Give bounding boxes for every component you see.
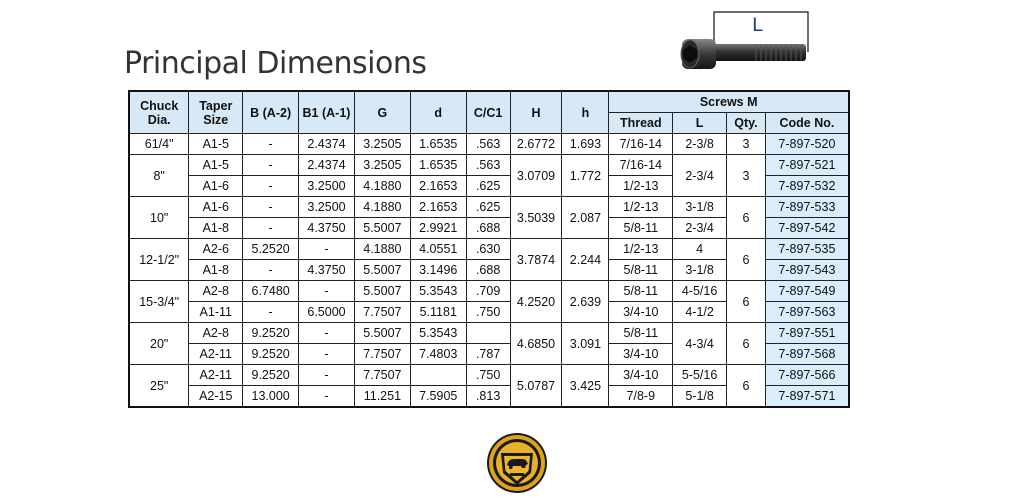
cell-g: 5.5007 [354,323,410,344]
cell-d: 3.1496 [410,260,466,281]
cell-l: 3-1/8 [673,197,727,218]
cell-code: 7-897-549 [765,281,849,302]
cell-g: 3.2505 [354,134,410,155]
cell-d: 5.3543 [410,281,466,302]
table-row [129,134,849,155]
header-code: Code No. [765,113,849,134]
table-row [129,323,849,344]
cell-b: - [243,197,299,218]
cell-h: 2.244 [562,239,609,281]
cell-code: 7-897-543 [765,260,849,281]
cell-taper: A1-8 [189,260,243,281]
header-qty: Qty. [726,113,765,134]
cell-thread: 1/2-13 [609,176,673,197]
cell-taper: A2-11 [189,365,243,386]
buffalo-logo-icon [486,431,548,495]
cell-g: 4.1880 [354,239,410,260]
cell-taper: A2-8 [189,323,243,344]
cell-taper: A1-8 [189,218,243,239]
cell-b1: 3.2500 [299,197,355,218]
header-taper-size: Taper Size [189,91,243,134]
cell-d [410,365,466,386]
cell-h: 3.091 [562,323,609,365]
cell-chuck: 8" [129,155,189,197]
dimensions-table [128,90,850,408]
cell-code: 7-897-551 [765,323,849,344]
cell-l: 4 [673,239,727,260]
header-h-upper: H [510,91,562,134]
table-row [129,281,849,302]
cell-thread: 3/4-10 [609,344,673,365]
cell-b1: 4.3750 [299,218,355,239]
cell-chuck: 61/4" [129,134,189,155]
cell-l: 4-5/16 [673,281,727,302]
cell-b: - [243,155,299,176]
cell-d: 2.9921 [410,218,466,239]
cell-b1: 2.4374 [299,155,355,176]
length-dimension-label: L [752,14,763,36]
cell-d: 5.3543 [410,323,466,344]
cell-H: 5.0787 [510,365,562,408]
cell-l: 2-3/8 [673,134,727,155]
cell-b: - [243,302,299,323]
header-b: B (A-2) [243,91,299,134]
cell-taper: A2-8 [189,281,243,302]
cell-d: 4.0551 [410,239,466,260]
cell-d: 1.6535 [410,155,466,176]
header-b1: B1 (A-1) [299,91,355,134]
cell-g: 7.7507 [354,302,410,323]
cell-code: 7-897-568 [765,344,849,365]
cell-taper: A1-6 [189,197,243,218]
header-h-lower: h [562,91,609,134]
cell-b: 13.000 [243,386,299,408]
cell-thread: 5/8-11 [609,260,673,281]
cell-g: 3.2505 [354,155,410,176]
cell-H: 2.6772 [510,134,562,155]
cell-b: - [243,218,299,239]
cell-code: 7-897-542 [765,218,849,239]
table-row [129,155,849,176]
cell-qty: 3 [726,134,765,155]
cell-c: .625 [466,197,510,218]
cell-l: 5-1/8 [673,386,727,408]
cell-code: 7-897-532 [765,176,849,197]
cell-qty: 6 [726,197,765,239]
cell-c: .688 [466,260,510,281]
cell-d: 2.1653 [410,176,466,197]
cell-code: 7-897-521 [765,155,849,176]
socket-head-screw-icon [676,10,816,80]
cell-thread: 5/8-11 [609,323,673,344]
cell-H: 3.7874 [510,239,562,281]
cell-taper: A1-5 [189,134,243,155]
cell-g: 11.251 [354,386,410,408]
cell-l: 2-3/4 [673,218,727,239]
cell-h: 1.693 [562,134,609,155]
cell-qty: 6 [726,323,765,365]
cell-thread: 3/4-10 [609,302,673,323]
cell-d: 2.1653 [410,197,466,218]
header-thread: Thread [609,113,673,134]
cell-c: .563 [466,155,510,176]
cell-b: - [243,260,299,281]
cell-thread: 1/2-13 [609,197,673,218]
cell-qty: 6 [726,239,765,281]
cell-h: 1.772 [562,155,609,197]
cell-b1: - [299,365,355,386]
cell-c: .813 [466,386,510,408]
cell-qty: 3 [726,155,765,197]
table-row [129,365,849,386]
cell-c: .709 [466,281,510,302]
cell-c: .630 [466,239,510,260]
cell-thread: 5/8-11 [609,281,673,302]
cell-b1: 2.4374 [299,134,355,155]
cell-code: 7-897-535 [765,239,849,260]
cell-b: 5.2520 [243,239,299,260]
cell-thread: 1/2-13 [609,239,673,260]
cell-thread: 7/16-14 [609,134,673,155]
cell-taper: A1-5 [189,155,243,176]
table-row [129,197,849,218]
cell-code: 7-897-566 [765,365,849,386]
cell-g: 5.5007 [354,260,410,281]
cell-b1: 3.2500 [299,176,355,197]
cell-c: .750 [466,302,510,323]
cell-b: 6.7480 [243,281,299,302]
header-chuck-dia: Chuck Dia. [129,91,189,134]
cell-thread: 7/16-14 [609,155,673,176]
cell-H: 4.6850 [510,323,562,365]
cell-qty: 6 [726,365,765,408]
cell-taper: A2-15 [189,386,243,408]
cell-b: - [243,176,299,197]
cell-l: 5-5/16 [673,365,727,386]
cell-b: 9.2520 [243,365,299,386]
cell-g: 7.7507 [354,365,410,386]
cell-d: 1.6535 [410,134,466,155]
cell-b1: - [299,386,355,408]
cell-b: 9.2520 [243,344,299,365]
cell-g: 4.1880 [354,176,410,197]
cell-h: 3.425 [562,365,609,408]
cell-chuck: 25" [129,365,189,408]
header-l: L [673,113,727,134]
cell-b1: 4.3750 [299,260,355,281]
header-g: G [354,91,410,134]
cell-code: 7-897-571 [765,386,849,408]
cell-l: 4-3/4 [673,323,727,365]
cell-d: 7.4803 [410,344,466,365]
cell-H: 4.2520 [510,281,562,323]
cell-chuck: 20" [129,323,189,365]
cell-code: 7-897-520 [765,134,849,155]
cell-c [466,323,510,344]
cell-taper: A1-6 [189,176,243,197]
cell-g: 7.7507 [354,344,410,365]
header-c: C/C1 [466,91,510,134]
cell-g: 5.5007 [354,281,410,302]
cell-code: 7-897-563 [765,302,849,323]
cell-b: 9.2520 [243,323,299,344]
header-screws-group: Screws M [609,91,849,113]
cell-h: 2.639 [562,281,609,323]
cell-c: .688 [466,218,510,239]
cell-g: 5.5007 [354,218,410,239]
cell-taper: A2-6 [189,239,243,260]
cell-taper: A2-11 [189,344,243,365]
cell-l: 3-1/8 [673,260,727,281]
cell-l: 4-1/2 [673,302,727,323]
cell-c: .750 [466,365,510,386]
cell-d: 5.1181 [410,302,466,323]
cell-b: - [243,134,299,155]
cell-h: 2.087 [562,197,609,239]
cell-b1: - [299,239,355,260]
cell-thread: 3/4-10 [609,365,673,386]
cell-H: 3.0709 [510,155,562,197]
cell-thread: 5/8-11 [609,218,673,239]
cell-taper: A1-11 [189,302,243,323]
cell-c: .787 [466,344,510,365]
cell-b1: - [299,323,355,344]
cell-b1: - [299,344,355,365]
cell-c: .563 [466,134,510,155]
cell-H: 3.5039 [510,197,562,239]
table-row [129,239,849,260]
cell-chuck: 15-3/4" [129,281,189,323]
cell-chuck: 12-1/2" [129,239,189,281]
cell-thread: 7/8-9 [609,386,673,408]
cell-d: 7.5905 [410,386,466,408]
cell-c: .625 [466,176,510,197]
cell-l: 2-3/4 [673,155,727,197]
cell-b1: - [299,281,355,302]
cell-chuck: 10" [129,197,189,239]
cell-code: 7-897-533 [765,197,849,218]
header-d-small: d [410,91,466,134]
cell-b1: 6.5000 [299,302,355,323]
page-title: Principal Dimensions [124,46,427,81]
cell-g: 4.1880 [354,197,410,218]
cell-qty: 6 [726,281,765,323]
